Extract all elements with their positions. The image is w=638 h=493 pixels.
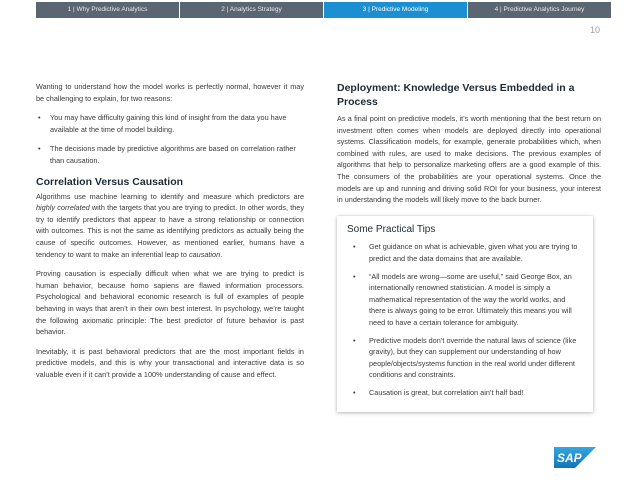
reasons-list [36,112,304,166]
tab-analytics-strategy[interactable]: 2 | Analytics Strategy [180,2,324,18]
paragraph-text: Algorithms use machine learning to identify and measure which predictors are [36,191,304,201]
list-item [347,387,581,399]
tab-why-predictive-analytics[interactable]: 1 | Why Predictive Analytics [36,2,180,18]
right-column [337,81,601,412]
intro-paragraph: Wanting to understand how the model works is perfectly normal, however it may be challenging to explain, for two reasons: [36,82,304,103]
list-item-text: Causation is great, but correlation ain’t half bad! [369,387,524,397]
emphasis-text: highly correlated [36,203,90,213]
bullet-icon: • [353,271,356,281]
section-heading-correlation: Correlation Versus Causation [36,175,184,188]
list-item-text: Predictive models don’t override the natural laws of science (like gravity), but they can supplement our understanding of how people/objects/systems function in the real world under different conditions and constraints. [369,335,577,380]
bullet-icon: • [353,387,356,397]
section-heading-deployment: Deployment: Knowledge Versus Embedded in a Process [337,82,575,108]
tab-predictive-modeling[interactable]: 3 | Predictive Modeling [324,2,468,18]
list-item [36,143,304,166]
page-number: 10 [589,25,600,35]
list-item [347,241,581,264]
emphasis-text: causation [188,249,221,259]
list-item-text: “All models are wrong—some are useful,” said George Box, an internationally renowned statistician. A model is simply a mathematical representation of the way the world works, and there is always going to be error. Ultimately this means you will need to have a certain tolerance for ambiguity. [369,271,572,327]
bullet-icon: • [353,335,356,345]
causation-paragraph: Proving causation is especially difficult when what we are trying to predict is human behavior, because homo sapiens are flawed information processors. Psychological and behavioral economic research is full of examples of people behaving in ways that aren’t in their own best interest. In psychology, we’re taught the following axiomatic principle: The best predictor of future behavior is past behavior. [36,269,304,337]
correlation-paragraph [36,191,304,261]
section-nav [36,2,611,18]
bullet-icon: • [38,144,41,154]
bullet-icon: • [38,113,41,123]
practical-tips-box [337,216,593,413]
left-column [36,81,304,388]
tips-title: Some Practical Tips [347,223,436,235]
logo-text: SAP [557,451,582,465]
list-item-text: Get guidance on what is achievable, given what you are trying to predict and the data domains that are available. [369,242,578,263]
bullet-icon: • [353,242,356,252]
list-item-text: You may have difficulty gaining this kind of insight from the data you have available at the time of model building. [50,113,287,134]
tips-list [347,241,581,398]
paragraph-text: . [220,249,223,259]
tab-predictive-analytics-journey[interactable]: 4 | Predictive Analytics Journey [468,2,611,18]
list-item [347,271,581,329]
paragraph-text: with the targets that you are trying to predict. In other words, they try to identify predictors that appear to have a strong relationship or connection with outcomes. This is not the same as identifying predictors as actually being the cause of specific outcomes. However, as mentioned earlier, humans have a tendency to want to make an inferential leap to [36,203,305,259]
behavioral-paragraph: Inevitably, it is past behavioral predictors that are the most important fields in predictive models, and this is why your transactional and interactive data is so valuable even if it can’t provide a 100% understanding of cause and effect. [36,346,304,379]
deployment-paragraph: As a final point on predictive models, it’s worth mentioning that the best return on investment often comes when models are deployed directly into operational systems. Classification models, for example, generate probabilities which, when combined with rules, are used to make decisions. The previous examples of algorithms that help to personalize marketing offers are a good example of this. The consumers of the probabilities are your operational systems. Once the models are up and running and driving solid ROI for your business, your interest in understanding the models will likely move to the back burner. [337,114,601,205]
list-item [347,335,581,381]
list-item [36,112,304,135]
sap-logo-icon [554,447,596,468]
list-item-text: The decisions made by predictive algorithms are based on correlation rather than causation. [50,144,296,165]
